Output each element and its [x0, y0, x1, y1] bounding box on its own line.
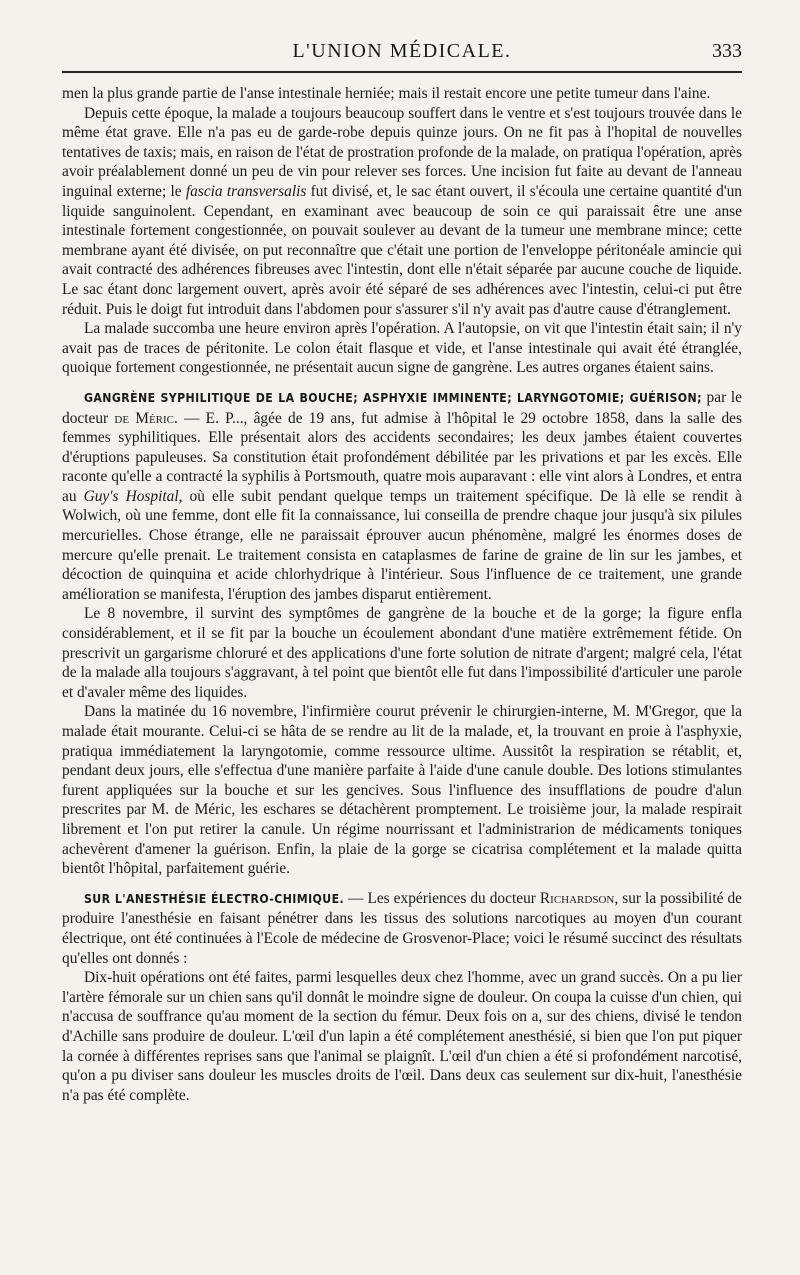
author-name: de Méric	[114, 409, 174, 427]
italic-term: Guy's Hospital	[83, 487, 179, 505]
paragraph-gangrene-case	[62, 388, 742, 605]
paragraph-symptoms: Le 8 novembre, il survint des symptômes de gangrène de la bouche et de la gorge; la figure enfla considérablement, et il se fit par la bouche un écoulement abondant d'une matière extrêmement fétide. On prescrivit un gargarisme chloruré et des applications d'une forte solution de nitrate d'argent; malgré cela, l'état de la malade alla toujours s'aggravant, à tel point que bientôt elle fut dans l'impossibilité d'articuler une parole et d'avaler même des liquides.	[62, 605, 742, 701]
running-title: L'UNION MÉDICALE.	[292, 40, 512, 62]
text-run: Depuis cette époque, la malade a toujours beaucoup souffert dans le ventre et s'est toujours trouvée dans le même état grave. Elle n'a pas eu de garde-robe depuis quinze jours. On ne fit pas à l'hopital de nouvelles tentatives de taxis; mais, en raison de l'état de prostration profonde de la malade, on pratiqua l'opération, après avoir préalablement donné un peu de vin pour relever ses forces. Une incision fut faite au devant de l'anneau inguinal externe; le	[62, 104, 742, 200]
text-run: , où elle subit pendant quelque temps un traitement spécifique. De là elle se rendit à Wolwich, où une femme, dont elle fit la connaissance, lui conseilla de prendre chaque jour jusqu'à six pilules mercurielles. Chose étrange, elle ne paraissait éprouver aucun phénomène, malgré les énormes doses de mercure qu'elle prenait. Le traitement consista en cataplasmes de farine de graine de lin sur les jambes, et décoction de quinquina et acide chlorhydrique à l'intérieur. Sous l'influence de ce traitement, une grande amélioration se manifesta, l'éruption des jambes disparut entièrement.	[62, 487, 742, 603]
paragraph-continued: men la plus grande partie de l'anse intestinale herniée; mais il restait encore une petite tumeur dans l'aine.	[62, 85, 711, 102]
page-header	[62, 40, 742, 70]
author-name: Richardson	[539, 889, 615, 907]
paragraph-autopsy: La malade succomba une heure environ après l'opération. A l'autopsie, on vit que l'intestin était sain; il n'y avait pas de traces de péritonite. Le colon était flasque et vide, et l'anse intestinale qui avait été étranglée, quoique fortement congestionnée, ne présentait aucun signe de gangrène. Les autres organes étaient sains.	[62, 320, 742, 377]
text-run: — Les expériences du docteur	[344, 889, 540, 907]
text-run: . — E. P..., âgée de 19 ans, fut admise à l'hôpital le 29 octobre 1858, dans la salle des femmes syphilitiques. Elle présentait alors des accidents secondaires; les deux jambes étaient couvertes d'éruptions papuleuses. Sa constitution était profondément débilitée par les privations et par les excès. Elle raconte qu'elle a contracté la syphilis à Portsmouth, quatre mois auparavant : elle vint alors à Londres, et entra au	[62, 409, 742, 505]
paragraph-anesthesia	[62, 889, 742, 968]
text-run: fut divisé, et, le sac étant ouvert, il s'écoula une certaine quantité d'un liquide sanguinolent. Cependant, en examinant avec beaucoup de soin ce qui paraissait être une anse intestinale fortement congestionnée, on pouvait soulever au devant de la tumeur une membrane mince; cette membrane ayant été divisée, on put reconnaître que c'était une portion de l'enveloppe péritonéale amincie qui avait contracté des adhérences fibreuses avec l'intestin, dont elle n'était séparée par aucune couche de liquide. Le sac étant donc largement ouvert, après avoir été séparé de ses adhérences avec l'intestin, celui-ci put être réduit. Puis le doigt fut introduit dans l'abdomen pour s'assurer s'il n'y avait pas d'autre cause d'étranglement.	[62, 182, 742, 318]
paragraph-results: Dix-huit opérations ont été faites, parmi lesquelles deux chez l'homme, avec un grand succès. On a pu lier l'artère fémorale sur un chien sans qu'il donnât le moindre signe de douleur. On coupa la cuisse d'un chien, qui n'accusa de souffrance qu'au moment de la section du fémur. Deux fois on a, sur des chiens, divisé le tendon d'Achille sans produire de douleur. L'œil d'un lapin a été complétement anesthésié, si bien que l'on put piquer la cornée à différentes reprises sans que l'animal se plaignît. L'œil d'un chien a été si profondément narcotisé, qu'on a pu diviser sans douleur les muscles droits de l'œil. Dans deux cas seulement sur dix-huit, l'anesthésie n'a pas été complète.	[62, 969, 742, 1104]
paragraph-laryngotomy: Dans la matinée du 16 novembre, l'infirmière courut prévenir le chirurgien-interne, M. M'Gregor, que la malade était mourante. Celui-ci se hâta de se rendre au lit de la malade, et, la trouvant en proie à l'asphyxie, pratiqua immédiatement la laryngotomie, comme ressource ultime. Aussitôt la respiration se rétablit, et, pendant deux jours, elle s'effectua d'une manière parfaite à l'aide d'une canule double. Des lotions stimulantes furent appliquées sur la bouche et sur les gencives. Sous l'influence des insufflations de poudre d'alun prescrites par M. de Méric, les eschares se détachèrent promptement. Le troisième jour, la malade respirait librement et l'on put retirer la canule. Un régime nourrissant et l'administrarion de médicaments toniques achevèrent d'amener la guérison. Enfin, la plaie de la gorge se cicatrisa complétement et la malade quitta bientôt l'hôpital, parfaitement guérie.	[62, 703, 742, 878]
italic-term: fascia transversalis	[185, 182, 307, 200]
page-number: 333	[712, 40, 742, 62]
article-body	[62, 84, 742, 1105]
section-heading-gangrene: GANGRÈNE SYPHILITIQUE DE LA BOUCHE; ASPHYXIE IMMINENTE; LARYNGOTOMIE; GUÉRISON;	[84, 390, 702, 405]
section-heading-anesthesia: SUR L'ANESTHÉSIE ÉLECTRO-CHIMIQUE.	[84, 891, 345, 906]
paragraph-operation	[62, 104, 742, 320]
text-run: , sur la possibilité de produire l'anesthésie en faisant pénétrer dans les tissus des solutions narcotiques au moyen d'un courant électrique, ont été continuées à l'Ecole de médecine de Grosvenor-Place; voici le résumé succinct des résultats qu'elles ont donnés :	[62, 889, 742, 967]
text-run: par le docteur	[62, 388, 742, 427]
header-rule	[62, 71, 742, 73]
